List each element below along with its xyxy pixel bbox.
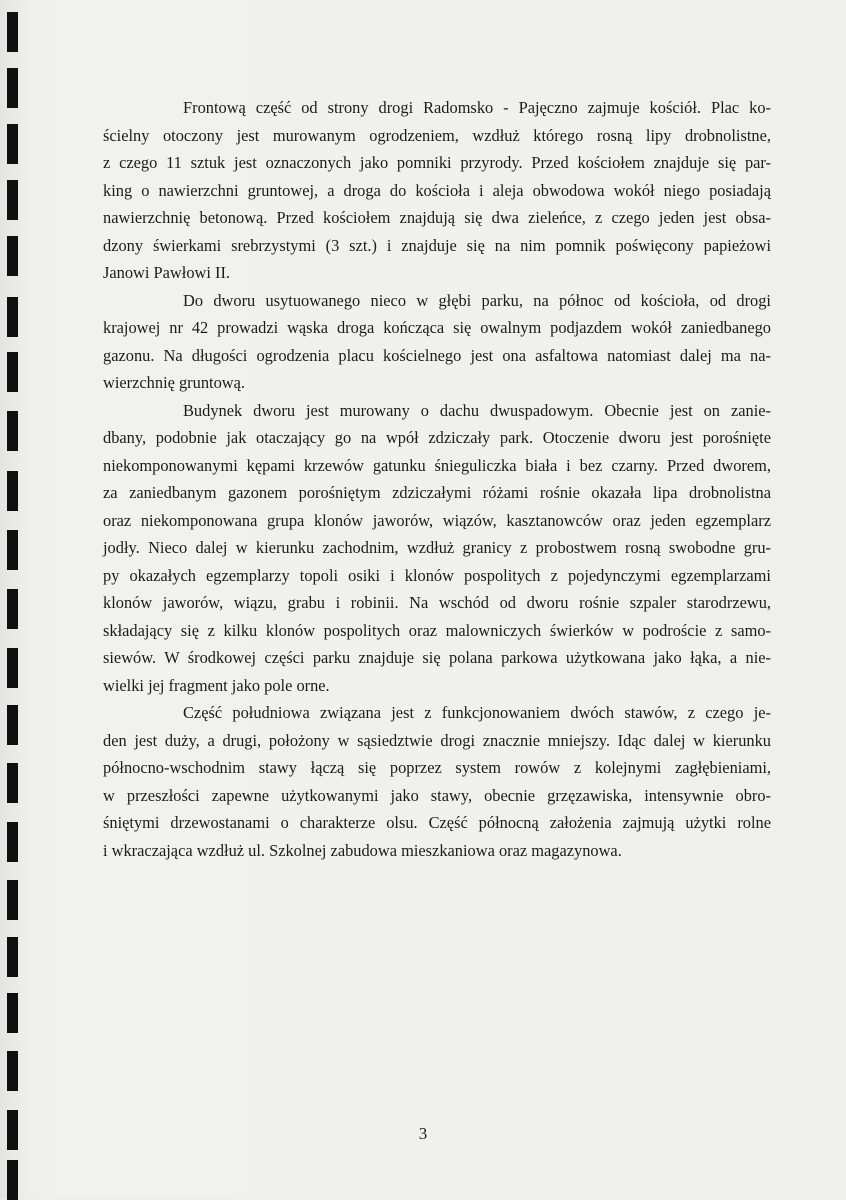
binding-hole: [7, 648, 18, 688]
text-line: dbany, podobnie jak otaczający go na wpół zdziczały park. Otoczenie dworu jest porośnięte: [103, 428, 771, 447]
text-line: w przeszłości zapewne użytkowanymi jako stawy, obecnie grzęzawiska, intensywnie obro-: [103, 785, 771, 805]
binding-hole: [7, 352, 18, 392]
text-line: nawierzchnię betonową. Przed kościołem znajdują się dwa zieleńce, z czego jeden jest obsa-: [103, 208, 771, 227]
body-text: [103, 94, 771, 864]
text-line: Do dworu usytuowanego nieco w głębi parku, na północ od kościoła, od drogi: [183, 290, 771, 310]
text-line: py okazałych egzemplarzy topoli osiki i klonów pospolitych z pojedynczymi egzemplarzami: [103, 565, 771, 585]
binding-hole: [7, 589, 18, 629]
text-line: gazonu. Na długości ogrodzenia placu kościelnego jest ona asfaltowa natomiast dalej ma na-: [103, 345, 771, 365]
binding-hole: [7, 236, 18, 276]
page-number: 3: [418, 1124, 428, 1143]
text-line: den jest duży, a drugi, położony w sąsiedztwie drogi znacznie mniejszy. Idąc dalej w kierunku: [103, 730, 771, 750]
text-line: krajowej nr 42 prowadzi wąska droga kończąca się owalnym podjazdem wokół zaniedbanego: [103, 318, 771, 337]
binding-hole: [7, 530, 18, 570]
binding-holes: [7, 0, 19, 1199]
binding-hole: [7, 471, 18, 511]
text-line: ścielny otoczony jest murowanym ogrodzeniem, wzdłuż którego rosną lipy drobnolistne,: [103, 125, 771, 145]
text-line: niekomponowanymi kępami krzewów gatunku śnieguliczka biała i bez czarny. Przed dworem,: [103, 455, 771, 475]
text-line: jodły. Nieco dalej w kierunku zachodnim, wzdłuż granicy z probostwem rosną swobodne gru-: [103, 538, 771, 557]
binding-hole: [7, 124, 18, 164]
text-line: za zaniedbanym gazonem porośniętym zdziczałymi różami rośnie okazała lipa drobnolistna: [103, 483, 771, 502]
text-line: Budynek dworu jest murowany o dachu dwuspadowym. Obecnie jest on zanie-: [183, 400, 771, 420]
binding-hole: [7, 993, 18, 1033]
binding-hole: [7, 1160, 18, 1200]
text-line: Frontową część od strony drogi Radomsko - Pajęczno zajmuje kościół. Plac ko-: [183, 98, 771, 117]
paragraph: [103, 397, 771, 700]
paragraph: [103, 699, 771, 864]
binding-hole: [7, 411, 18, 451]
text-line: z czego 11 sztuk jest oznaczonych jako pomniki przyrody. Przed kościołem znajduje się par-: [103, 153, 771, 172]
binding-hole: [7, 180, 18, 220]
binding-hole: [7, 12, 18, 52]
paragraph: [103, 94, 771, 287]
text-line: i wkraczająca wzdłuż ul. Szkolnej zabudowa mieszkaniowa oraz magazynowa.: [103, 840, 622, 860]
text-line: Janowi Pawłowi II.: [103, 263, 231, 282]
text-line: składający się z kilku klonów pospolitych oraz malowniczych świerków w podroście z samo-: [103, 620, 771, 640]
binding-hole: [7, 705, 18, 745]
binding-hole: [7, 763, 18, 803]
binding-hole: [7, 822, 18, 862]
text-line: śniętymi drzewostanami o charakterze olsu. Część północną założenia zajmują użytki rolne: [103, 813, 771, 832]
binding-hole: [7, 297, 18, 337]
binding-hole: [7, 68, 18, 108]
text-line: oraz niekomponowana grupa klonów jaworów, wiązów, kasztanowców oraz jeden egzemplarz: [103, 510, 771, 530]
binding-hole: [7, 880, 18, 920]
text-line: dzony świerkami srebrzystymi (3 szt.) i znajduje się na nim pomnik poświęcony papieżowi: [103, 235, 771, 255]
text-line: Część południowa związana jest z funkcjonowaniem dwóch stawów, z czego je-: [183, 703, 771, 722]
binding-hole: [7, 1051, 18, 1091]
text-line: wielki jej fragment jako pole orne.: [103, 675, 330, 695]
text-line: północno-wschodnim stawy łączą się poprzez system rowów z kolejnymi zagłębieniami,: [103, 758, 771, 777]
text-line: klonów jaworów, wiązu, grabu i robinii. Na wschód od dworu rośnie szpaler starodrzewu,: [103, 593, 771, 612]
text-line: wierzchnię gruntową.: [103, 373, 245, 392]
text-line: king o nawierzchni gruntowej, a droga do kościoła i aleja obwodowa wokół niego posiadają: [103, 180, 771, 200]
binding-hole: [7, 937, 18, 977]
paragraph: [103, 287, 771, 397]
text-line: siewów. W środkowej części parku znajduje się polana parkowa użytkowana jako łąka, a nie-: [103, 648, 771, 667]
